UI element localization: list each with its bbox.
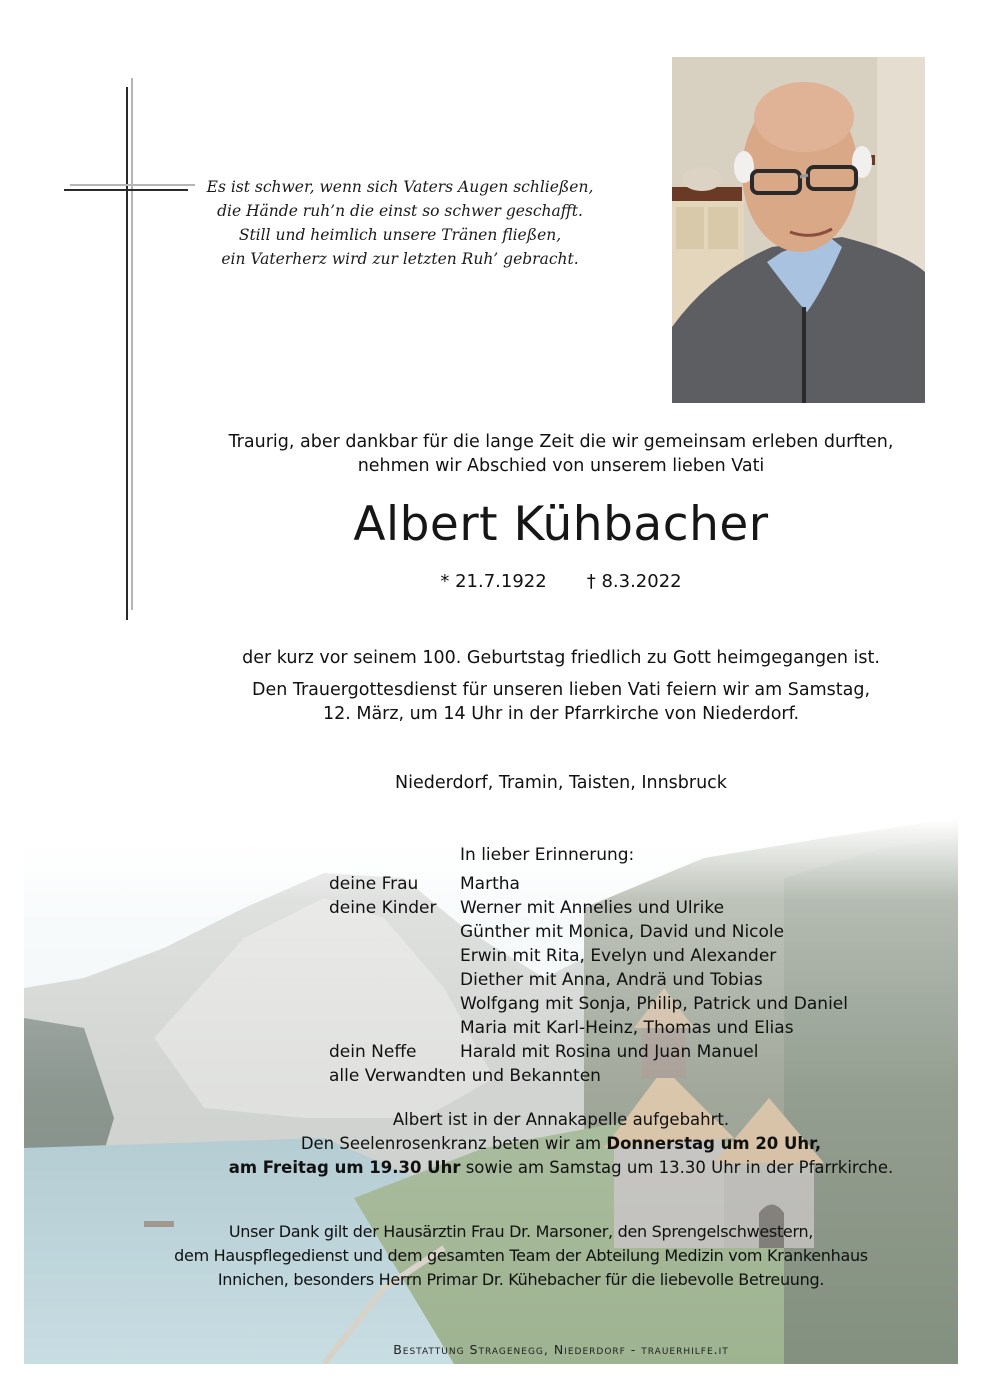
thanks-text [30, 1220, 982, 1292]
mourner-relation [329, 920, 460, 944]
thanks-line: dem Hauspflegedienst und dem gesamten Team der Abteilung Medizin vom Krankenhaus [174, 1246, 868, 1265]
mourner-relation: deine Frau [329, 874, 419, 894]
rosary-text: Den Seelenrosenkranz beten wir am [300, 1134, 607, 1153]
viewing-info [70, 1108, 982, 1180]
mourners-list [329, 872, 848, 1088]
poem-line: ein Vaterherz wird zur letzten Ruh’ gebracht. [221, 250, 579, 268]
service-line: Den Trauergottesdienst für unseren lieben Vati feiern wir am Samstag, [251, 680, 871, 700]
mourner-relation [329, 1016, 460, 1040]
mourner-relation [329, 968, 460, 992]
thanks-line: Innichen, besonders Herrn Primar Dr. Kühebacher für die liebevolle Betreuung. [217, 1270, 825, 1289]
mourner-row [329, 1040, 848, 1064]
rosary-text: sowie am Samstag um 13.30 Uhr in der Pfarrkirche. [460, 1158, 894, 1177]
mourners-heading: In lieber Erinnerung: [460, 845, 635, 865]
mourner-names: Diether mit Anna, Andrä und Tobias [460, 970, 763, 990]
intro-line: nehmen wir Abschied von unserem lieben Vati [357, 456, 765, 476]
intro-text [70, 430, 982, 478]
mourner-names: Erwin mit Rita, Evelyn und Alexander [460, 946, 777, 966]
mourner-row [329, 968, 848, 992]
mourner-names: Harald mit Rosina und Juan Manuel [460, 1042, 759, 1062]
funeral-home-text: Bestattung Stragenegg, Niederdorf - trauerhilfe.it [393, 1342, 729, 1357]
intro-line: Traurig, aber dankbar für die lange Zeit die wir gemeinsam erleben durften, [228, 432, 894, 452]
birth-date: * 21.7.1922 [440, 571, 547, 592]
rosary-time-bold: Donnerstag um 20 Uhr, [606, 1134, 822, 1153]
life-dates [70, 568, 982, 596]
service-line: 12. März, um 14 Uhr in der Pfarrkirche von Niederdorf. [322, 704, 800, 724]
mourner-row [329, 1016, 848, 1040]
mourner-row [329, 920, 848, 944]
mourner-names: Günther mit Monica, David und Nicole [460, 922, 785, 942]
poem [170, 175, 630, 271]
portrait-photo [672, 57, 925, 403]
mourner-names: Werner mit Annelies und Ulrike [460, 898, 725, 918]
places-text: Niederdorf, Tramin, Taisten, Innsbruck [395, 773, 727, 793]
poem-line: Still und heimlich unsere Tränen fließen, [238, 226, 562, 244]
poem-line: Es ist schwer, wenn sich Vaters Augen schließen, [206, 178, 594, 196]
rosary-line [70, 1132, 982, 1156]
mourners-closing: alle Verwandten und Bekannten [329, 1066, 601, 1086]
death-date: † 8.3.2022 [586, 571, 682, 592]
poem-line: die Hände ruh’n die einst so schwer geschafft. [217, 202, 583, 220]
passing-text: der kurz vor seinem 100. Geburtstag friedlich zu Gott heimgegangen ist. [242, 648, 880, 668]
mourner-row [329, 896, 848, 920]
mourner-row [329, 992, 848, 1016]
mourner-names: Wolfgang mit Sonja, Philip, Patrick und Daniel [460, 994, 848, 1014]
rosary-time-bold: am Freitag um 19.30 Uhr [228, 1158, 461, 1177]
mourner-row [329, 872, 848, 896]
funeral-home-footer [70, 1343, 982, 1359]
mourner-row [329, 944, 848, 968]
rosary-line [70, 1156, 982, 1180]
mourner-relation [329, 944, 460, 968]
mourner-names: Martha [460, 874, 520, 894]
funeral-service-text [70, 678, 982, 726]
mourner-relation [329, 992, 460, 1016]
mourner-relation: dein Neffe [329, 1042, 417, 1062]
thanks-line: Unser Dank gilt der Hausärztin Frau Dr. Marsoner, den Sprengelschwestern, [228, 1222, 814, 1241]
deceased-name: Albert Kühbacher [353, 497, 769, 552]
viewing-line: Albert ist in der Annakapelle aufgebahrt. [392, 1110, 730, 1129]
mourner-relation: deine Kinder [329, 898, 437, 918]
mourner-names: Maria mit Karl-Heinz, Thomas und Elias [460, 1018, 794, 1038]
